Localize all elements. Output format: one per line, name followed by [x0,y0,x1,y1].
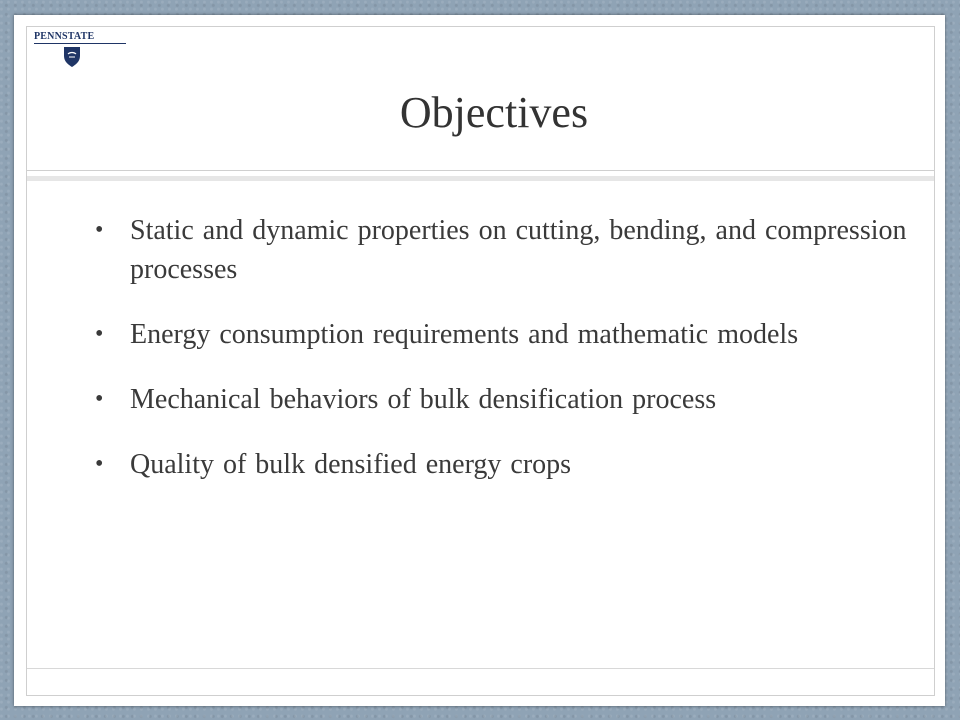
bullet-text: Energy consumption requirements and mathematic models [130,319,799,350]
bullet-text: Static and dynamic properties on cutting, bending, and compression processes [130,215,907,285]
page-title: Objectives [399,88,589,137]
bullet-text: Quality of bulk densified energy crops [130,449,572,480]
bullet-item-4 [86,445,916,484]
slide-canvas [14,15,945,706]
bullet-text: Mechanical behaviors of bulk densification process [130,384,717,415]
logo-wordmark: PENNSTATE [34,31,95,42]
bullet-icon: • [95,321,104,347]
bullet-icon: • [95,451,104,477]
bullet-item-1 [86,211,916,289]
bullet-item-3 [86,380,916,419]
shield-icon [62,46,82,68]
bullet-icon: • [95,217,104,243]
bullet-list [86,211,916,510]
bullet-icon: • [95,386,104,412]
bullet-item-2 [86,315,916,354]
penn-state-logo [34,31,126,83]
title-divider [27,176,934,181]
logo-rule [34,43,126,44]
footer-divider [27,668,934,669]
